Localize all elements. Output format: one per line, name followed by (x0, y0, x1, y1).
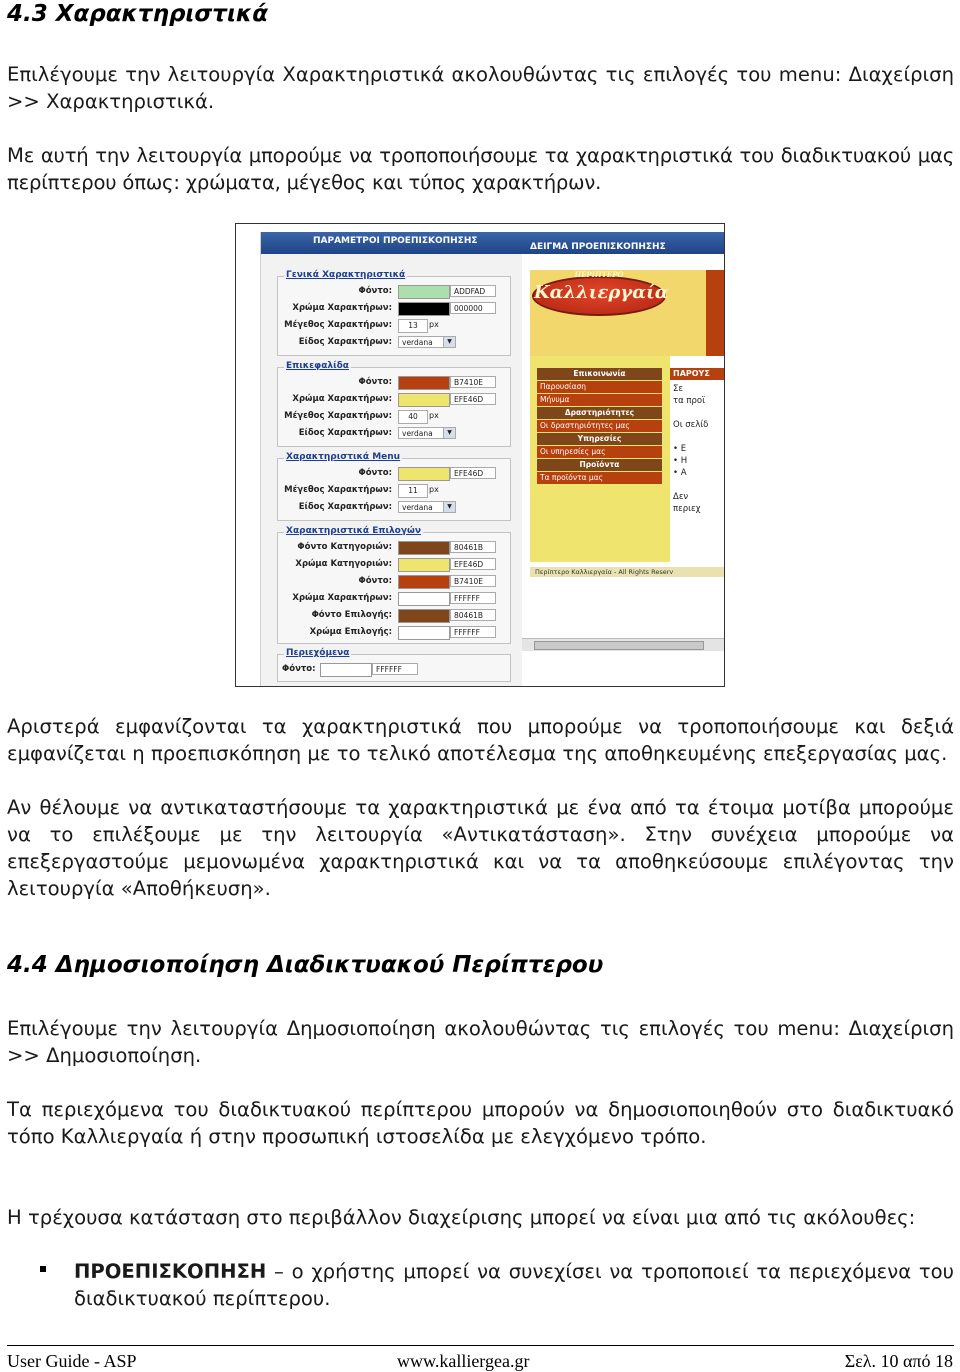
color-input[interactable]: B7410E (450, 376, 496, 388)
menu-category[interactable]: Δραστηριότητες (537, 407, 662, 419)
options-row (278, 541, 510, 555)
field-label: Φόντο: (358, 377, 392, 387)
section-heading-4-4: 4.4 Δημοσιοποίηση Διαδικτυακού Περίπτερου (7, 952, 604, 978)
menu-fieldset (277, 452, 511, 521)
size-input[interactable]: 13 (398, 319, 428, 333)
field-label: Χρώμα Κατηγοριών: (295, 559, 392, 569)
header-size-row (278, 410, 510, 424)
menu-item[interactable]: Οι δραστηριότητες μας (537, 420, 662, 432)
footer-center: www.kalliergea.gr (397, 1351, 530, 1371)
general-fg-row (278, 302, 510, 316)
parameters-title: ΠΑΡΑΜΕΤΡΟΙ ΠΡΟΕΠΙΣΚΟΠΗΣΗΣ (261, 232, 523, 254)
field-label: Φόντο: (358, 286, 392, 296)
color-swatch[interactable] (398, 609, 450, 623)
general-title: Γενικά Χαρακτηριστικά (286, 270, 406, 280)
menu-title: Χαρακτηριστικά Menu (286, 452, 401, 462)
content-title: Περιεχόμενα (286, 648, 350, 658)
general-fieldset (277, 270, 511, 356)
content-line (673, 431, 724, 443)
preview-content-title: ΠΑΡΟΥΣ (670, 368, 724, 380)
field-label: Χρώμα Χαρακτήρων: (292, 394, 392, 404)
chevron-down-icon: ▼ (443, 337, 455, 347)
settings-screenshot (235, 223, 725, 687)
general-bg-row (278, 285, 510, 299)
color-swatch[interactable] (398, 285, 450, 299)
preview-content-lines (670, 380, 724, 515)
color-swatch[interactable] (398, 467, 450, 481)
scrollbar-thumb[interactable] (534, 641, 704, 650)
logo-text: Καλλιεργαία (534, 282, 669, 303)
font-select[interactable] (398, 501, 456, 513)
footer-left: User Guide - ASP (7, 1351, 137, 1371)
content-line: τα προϊ (673, 396, 706, 406)
content-line: Δεν (673, 492, 689, 502)
color-swatch[interactable] (398, 575, 450, 589)
field-label: Είδος Χαρακτήρων: (298, 502, 392, 512)
select-value: verdana (402, 503, 433, 512)
color-swatch[interactable] (398, 558, 450, 572)
content-line: • Η (673, 456, 688, 466)
chevron-down-icon: ▼ (443, 428, 455, 438)
menu-item[interactable]: Τα προϊόντα μας (537, 472, 662, 484)
paragraph: Η τρέχουσα κατάσταση στο περιβάλλον διαχείρισης μπορεί να είναι μια από τις ακόλουθες: (7, 1206, 916, 1229)
field-label: Φόντο: (358, 576, 392, 586)
color-swatch[interactable] (398, 592, 450, 606)
content-fieldset (277, 648, 511, 682)
paragraph: Τα περιεχόμενα του διαδικτυακού περίπτερου μπορούν να δημοσιοποιηθούν στο διαδικτυακό τόπο Καλλιεργαία ή στην προσωπική ιστοσελίδα με ελεγχόμενο τρόπο. (7, 1098, 954, 1148)
menu-font-row (278, 501, 510, 515)
font-select[interactable] (398, 427, 456, 439)
field-label: Φόντο Κατηγοριών: (297, 542, 392, 552)
menu-size-row (278, 484, 510, 498)
color-input[interactable]: 80461B (450, 609, 496, 621)
paragraph: Επιλέγουμε την λειτουργία Δημοσιοποίηση ακολουθώντας τις επιλογές του menu: Διαχείριση >> Δημοσιοποίηση. (7, 1017, 954, 1067)
field-label: Είδος Χαρακτήρων: (298, 337, 392, 347)
options-row (278, 609, 510, 623)
header-font-row (278, 427, 510, 441)
content-line: • Α (673, 468, 687, 478)
color-input[interactable]: EFE46D (450, 558, 496, 570)
unit-label: px (429, 411, 439, 420)
menu-item[interactable]: Οι υπηρεσίες μας (537, 446, 662, 458)
color-input[interactable]: B7410E (450, 575, 496, 587)
section-heading-4-3: 4.3 Χαρακτηριστικά (7, 1, 269, 27)
color-swatch[interactable] (398, 393, 450, 407)
preview-footer: Περίπτερο Καλλιεργαία - All Rights Reserv (530, 567, 724, 577)
horizontal-scrollbar[interactable] (522, 638, 724, 651)
header-fg-row (278, 393, 510, 407)
font-select[interactable] (398, 336, 456, 348)
color-input[interactable]: EFE46D (450, 467, 496, 479)
field-label: Είδος Χαρακτήρων: (298, 428, 392, 438)
field-label: Χρώμα Χαρακτήρων: (292, 303, 392, 313)
field-label: Φόντο: (282, 664, 316, 674)
color-swatch[interactable] (398, 302, 450, 316)
footer-page: Σελ. 10 από 18 (844, 1351, 953, 1371)
general-size-row (278, 319, 510, 333)
menu-item[interactable]: Μήνυμα (537, 394, 662, 406)
paragraph: Αριστερά εμφανίζονται τα χαρακτηριστικά που μπορούμε να τροποποιήσουμε και δεξιά εμφανίζεται η προεπισκόπηση με το τελικό αποτέλεσμα της αποθηκευμένης επεξεργασίας μας. (7, 715, 954, 765)
preview-menu (537, 368, 662, 485)
options-fieldset (277, 526, 511, 644)
color-input[interactable]: 80461B (450, 541, 496, 553)
content-line: Οι σελίδ (673, 420, 709, 430)
content-line (673, 479, 724, 491)
parameters-panel (260, 232, 523, 686)
paragraph: Επιλέγουμε την λειτουργία Χαρακτηριστικά ακολουθώντας τις επιλογές του menu: Διαχείριση >> Χαρακτηριστικά. (7, 63, 954, 113)
color-input[interactable]: FFFFFF (450, 626, 496, 638)
header-title: Επικεφαλίδα (286, 361, 349, 371)
menu-item[interactable]: Παρουσίαση (537, 381, 662, 393)
color-swatch[interactable] (398, 541, 450, 555)
menu-bg-row (278, 467, 510, 481)
bullet-item (74, 1258, 954, 1312)
select-value: verdana (402, 338, 433, 347)
color-input[interactable]: 000000 (450, 302, 496, 314)
color-input[interactable]: FFFFFF (450, 592, 496, 604)
options-row (278, 558, 510, 572)
content-bg-row (278, 663, 510, 677)
preview-panel (522, 232, 724, 686)
options-row (278, 626, 510, 640)
color-input[interactable]: FFFFFF (372, 663, 418, 675)
field-label: Μέγεθος Χαρακτήρων: (284, 320, 392, 330)
options-row (278, 592, 510, 606)
size-input[interactable]: 40 (398, 410, 428, 424)
menu-category[interactable]: Προϊόντα (537, 459, 662, 471)
preview-header-accent (706, 270, 724, 356)
footer-rule (7, 1345, 954, 1346)
bullet-text: – ο χρήστης μπορεί να συνεχίσει να τροποποιεί τα περιεχόμενα του διαδικτυακού περίπτερου. (74, 1260, 954, 1310)
unit-label: px (429, 485, 439, 494)
field-label: Χρώμα Επιλογής: (309, 627, 392, 637)
color-swatch[interactable] (320, 663, 372, 677)
options-title: Χαρακτηριστικά Επιλογών (286, 526, 421, 536)
menu-category[interactable]: Υπηρεσίες (537, 433, 662, 445)
preview-content (670, 356, 724, 562)
paragraph: Με αυτή την λειτουργία μπορούμε να τροποποιήσουμε τα χαρακτηριστικά του διαδικτυακού μας περίπτερου όπως: χρώματα, μέγεθος και τύπος χαρακτήρων. (7, 144, 954, 194)
field-label: Φόντο: (358, 468, 392, 478)
header-fieldset (277, 361, 511, 447)
select-value: verdana (402, 429, 433, 438)
color-input[interactable]: EFE46D (450, 393, 496, 405)
options-row (278, 575, 510, 589)
preview-title: ΔΕΙΓΜΑ ΠΡΟΕΠΙΣΚΟΠΗΣΗΣ (522, 232, 724, 254)
field-label: Μέγεθος Χαρακτήρων: (284, 411, 392, 421)
content-line: περιεχ (673, 504, 701, 514)
unit-label: px (429, 320, 439, 329)
header-bg-row (278, 376, 510, 390)
color-input[interactable]: ADDFAD (450, 285, 496, 297)
bullet-term: ΠΡΟΕΠΙΣΚΟΠΗΣΗ (74, 1260, 267, 1283)
field-label: Μέγεθος Χαρακτήρων: (284, 485, 392, 495)
color-swatch[interactable] (398, 626, 450, 640)
content-line: Σε (673, 384, 683, 394)
kalliergea-logo (532, 270, 669, 316)
chevron-down-icon: ▼ (443, 502, 455, 512)
content-line (673, 407, 724, 419)
size-input[interactable]: 11 (398, 484, 428, 498)
paragraph: Αν θέλουμε να αντικαταστήσουμε τα χαρακτηριστικά με ένα από τα έτοιμα μοτίβα μπορούμε να το επιλέξουμε με την λειτουργία «Αντικατάσταση». Στην συνέχεια μπορούμε να επεξεργαστούμε μεμονωμένα χαρακτηριστικά και να τα αποθηκεύσουμε επιλέγοντας την λειτουργία «Αποθήκευση». (7, 796, 954, 900)
logo-top-text: ΠΕΡΙΠΤΕΡΟ (574, 270, 624, 279)
field-label: Φόντο Επιλογής: (311, 610, 392, 620)
color-swatch[interactable] (398, 376, 450, 390)
content-line: • Ε (673, 444, 687, 454)
menu-category[interactable]: Επικοινωνία (537, 368, 662, 380)
bullet-marker (40, 1266, 46, 1272)
field-label: Χρώμα Χαρακτήρων: (292, 593, 392, 603)
general-font-row (278, 336, 510, 350)
